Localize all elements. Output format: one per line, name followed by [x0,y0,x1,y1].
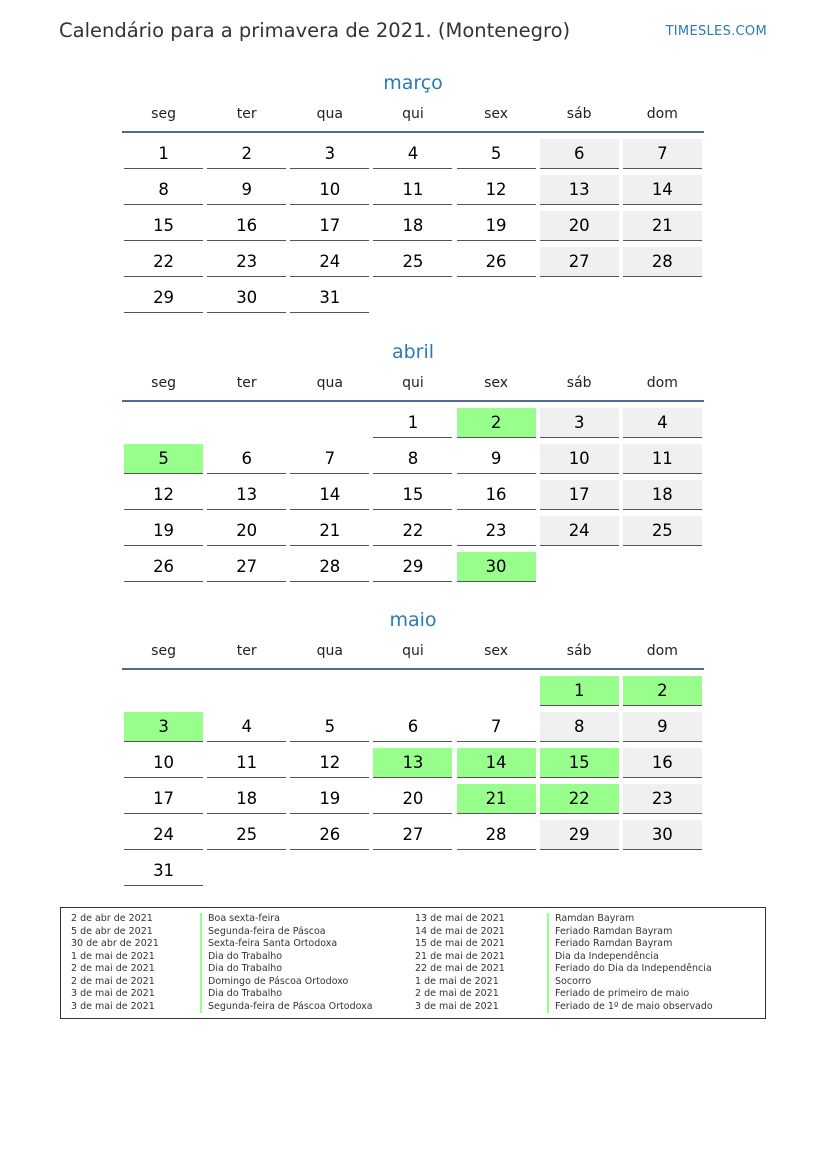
day-cell[interactable]: 4 [623,408,702,438]
weekday-label: qui [402,106,424,122]
week-row [122,712,704,748]
day-cell[interactable]: 11 [373,175,452,205]
weekday-label: qui [402,643,424,659]
empty-day-cell [290,408,369,438]
legend-date: 2 de mai de 2021 [415,988,499,999]
day-cell[interactable]: 18 [373,211,452,241]
day-cell[interactable]: 30 [207,283,286,313]
day-cell[interactable]: 12 [457,175,536,205]
weekday-label: sex [484,643,509,659]
empty-day-cell [457,856,536,886]
legend-date: 2 de abr de 2021 [71,913,153,924]
day-cell[interactable]: 11 [207,748,286,778]
day-cell[interactable]: 2 [207,139,286,169]
week-row [122,444,704,480]
month-calendar-april [122,338,704,588]
weekday-label: qua [316,643,343,659]
day-cell[interactable]: 26 [124,552,203,582]
weekday-label: dom [646,375,678,391]
day-cell[interactable]: 1 [373,408,452,438]
legend-left-names [200,913,373,1013]
legend-date: 3 de mai de 2021 [71,1000,155,1012]
day-cell[interactable]: 21 [623,211,702,241]
legend-right-names [547,913,713,1013]
month-calendar-may [122,606,704,892]
weekday-label: ter [236,106,257,122]
week-row [122,480,704,516]
weekday-label: sáb [566,106,592,122]
day-cell[interactable]: 3 [540,408,619,438]
holiday-day-cell[interactable]: 3 [124,712,203,742]
empty-day-cell [373,283,452,313]
legend-date: 22 de mai de 2021 [415,963,505,974]
weekday-label: dom [646,643,678,659]
weekday-label: sex [484,106,509,122]
weekday-header [122,97,704,131]
day-cell[interactable]: 13 [207,480,286,510]
legend-holiday-name: Feriado Ramdan Bayram [555,938,673,949]
header-divider [122,668,704,670]
day-cell[interactable]: 10 [124,748,203,778]
legend-holiday-name: Ramdan Bayram [555,913,635,924]
day-cell[interactable]: 22 [373,516,452,546]
day-cell[interactable]: 7 [623,139,702,169]
day-cell[interactable]: 27 [207,552,286,582]
day-cell[interactable]: 6 [540,139,619,169]
legend-date: 2 de mai de 2021 [71,975,155,987]
day-cell[interactable]: 22 [124,247,203,277]
legend-holiday-name: Sexta-feira Santa Ortodoxa [208,938,338,949]
holiday-day-cell[interactable]: 30 [457,552,536,582]
week-row [122,552,704,588]
legend-holiday-name: Feriado do Dia da Independência [555,963,712,974]
legend-holiday-name: Feriado Ramdan Bayram [555,925,673,937]
day-cell[interactable]: 24 [290,247,369,277]
day-cell[interactable]: 30 [623,820,702,850]
legend-holiday-name: Segunda-feira de Páscoa [208,925,326,937]
week-row [122,283,704,319]
holiday-day-cell[interactable]: 13 [373,748,452,778]
day-cell[interactable]: 8 [540,712,619,742]
empty-day-cell [207,408,286,438]
legend-date: 14 de mai de 2021 [415,925,505,937]
month-name: abril [391,341,435,363]
weekday-label: seg [151,375,176,391]
day-cell[interactable]: 11 [623,444,702,474]
day-cell[interactable]: 10 [290,175,369,205]
weekday-label: ter [236,643,257,659]
legend-holiday-name: Dia do Trabalho [208,963,283,974]
day-cell[interactable]: 23 [623,784,702,814]
day-cell[interactable]: 23 [207,247,286,277]
empty-day-cell [540,552,619,582]
holiday-day-cell[interactable]: 2 [623,676,702,706]
empty-day-cell [373,856,452,886]
day-cell[interactable]: 24 [124,820,203,850]
day-cell[interactable]: 7 [457,712,536,742]
legend-holiday-name: Feriado de primeiro de maio [555,988,690,999]
holiday-day-cell[interactable]: 14 [457,748,536,778]
month-name: maio [389,609,437,631]
empty-day-cell [623,552,702,582]
legend-date: 1 de mai de 2021 [415,975,499,987]
day-cell[interactable]: 20 [540,211,619,241]
month-calendar-march [122,69,704,319]
day-cell[interactable]: 12 [124,480,203,510]
day-cell[interactable]: 1 [124,139,203,169]
legend-date: 30 de abr de 2021 [71,938,159,949]
weekday-label: sex [484,375,509,391]
day-cell[interactable]: 17 [290,211,369,241]
week-row [122,748,704,784]
day-cell[interactable]: 4 [207,712,286,742]
day-cell[interactable]: 25 [623,516,702,546]
day-cell[interactable]: 12 [290,748,369,778]
day-cell[interactable]: 26 [457,247,536,277]
day-cell[interactable]: 27 [540,247,619,277]
empty-day-cell [540,283,619,313]
legend-date: 2 de mai de 2021 [71,963,155,974]
day-cell[interactable]: 16 [457,480,536,510]
holiday-day-cell[interactable]: 2 [457,408,536,438]
legend-holiday-name: Boa sexta-feira [208,913,280,924]
empty-day-cell [207,676,286,706]
day-cell[interactable]: 19 [457,211,536,241]
month-name: março [383,72,443,94]
weekday-label: sáb [566,375,592,391]
week-row [122,784,704,820]
legend-holiday-name: Dia da Independência [555,950,659,962]
holiday-legend [60,907,766,1019]
day-cell[interactable]: 16 [207,211,286,241]
legend-date: 3 de mai de 2021 [71,988,155,999]
legend-right-dates [415,913,505,1013]
legend-holiday-name: Domingo de Páscoa Ortodoxo [208,975,349,987]
weekday-label: ter [236,375,257,391]
day-cell[interactable]: 29 [373,552,452,582]
day-cell[interactable]: 28 [290,552,369,582]
day-cell[interactable]: 15 [124,211,203,241]
day-cell[interactable]: 5 [457,139,536,169]
day-cell[interactable]: 21 [290,516,369,546]
week-row [122,139,704,175]
week-row [122,175,704,211]
day-cell[interactable]: 31 [124,856,203,886]
day-cell[interactable]: 6 [373,712,452,742]
day-cell[interactable]: 18 [623,480,702,510]
day-cell[interactable]: 13 [540,175,619,205]
weekday-label: qua [316,106,343,122]
holiday-day-cell[interactable]: 22 [540,784,619,814]
day-cell[interactable]: 10 [540,444,619,474]
week-row [122,408,704,444]
day-cell[interactable]: 5 [290,712,369,742]
legend-holiday-name: Dia do Trabalho [208,988,283,999]
week-row [122,516,704,552]
day-cell[interactable]: 8 [373,444,452,474]
day-cell[interactable]: 9 [623,712,702,742]
legend-holiday-name: Feriado de 1º de maio observado [555,1000,713,1012]
week-row [122,247,704,283]
weekday-label: seg [151,106,176,122]
day-cell[interactable]: 6 [207,444,286,474]
empty-day-cell [124,408,203,438]
empty-day-cell [623,856,702,886]
day-cell[interactable]: 27 [373,820,452,850]
empty-day-cell [373,676,452,706]
legend-holiday-name: Segunda-feira de Páscoa Ortodoxa [208,1000,373,1012]
legend-date: 13 de mai de 2021 [415,913,505,924]
week-row [122,856,704,892]
day-cell[interactable]: 25 [373,247,452,277]
empty-day-cell [124,676,203,706]
day-cell[interactable]: 23 [457,516,536,546]
brand-logo[interactable]: TIMESLES.COM [665,24,767,39]
legend-date: 3 de mai de 2021 [415,1000,499,1012]
empty-day-cell [207,856,286,886]
day-cell[interactable]: 15 [373,480,452,510]
day-cell[interactable]: 17 [540,480,619,510]
day-cell[interactable]: 20 [373,784,452,814]
weekday-label: qui [402,375,424,391]
day-cell[interactable]: 31 [290,283,369,313]
day-cell[interactable]: 29 [124,283,203,313]
weekday-label: dom [646,106,678,122]
day-cell[interactable]: 25 [207,820,286,850]
day-cell[interactable]: 3 [290,139,369,169]
day-cell[interactable]: 16 [623,748,702,778]
weekday-label: sáb [566,643,592,659]
header-divider [122,131,704,133]
empty-day-cell [457,283,536,313]
day-cell[interactable]: 29 [540,820,619,850]
empty-day-cell [457,676,536,706]
page-title: Calendário para a primavera de 2021. (Montenegro) [59,19,571,42]
day-cell[interactable]: 7 [290,444,369,474]
holiday-day-cell[interactable]: 21 [457,784,536,814]
legend-date: 15 de mai de 2021 [415,938,505,949]
weekday-label: seg [151,643,176,659]
week-row [122,820,704,856]
day-cell[interactable]: 24 [540,516,619,546]
holiday-day-cell[interactable]: 1 [540,676,619,706]
legend-date: 5 de abr de 2021 [71,925,153,937]
week-row [122,676,704,712]
day-cell[interactable]: 19 [124,516,203,546]
weekday-label: qua [316,375,343,391]
legend-holiday-name: Dia do Trabalho [208,950,283,962]
empty-day-cell [540,856,619,886]
week-row [122,211,704,247]
holiday-day-cell[interactable]: 5 [124,444,203,474]
weekday-header [122,366,704,400]
empty-day-cell [623,283,702,313]
day-cell[interactable]: 14 [290,480,369,510]
day-cell[interactable]: 18 [207,784,286,814]
day-cell[interactable]: 20 [207,516,286,546]
day-cell[interactable]: 9 [457,444,536,474]
header-divider [122,400,704,402]
day-cell[interactable]: 28 [457,820,536,850]
holiday-day-cell[interactable]: 15 [540,748,619,778]
day-cell[interactable]: 14 [623,175,702,205]
day-cell[interactable]: 9 [207,175,286,205]
day-cell[interactable]: 8 [124,175,203,205]
legend-date: 21 de mai de 2021 [415,950,505,962]
legend-holiday-name: Socorro [555,975,592,987]
empty-day-cell [290,676,369,706]
legend-date: 1 de mai de 2021 [71,950,155,962]
day-cell[interactable]: 4 [373,139,452,169]
weekday-header [122,634,704,668]
day-cell[interactable]: 26 [290,820,369,850]
legend-left-dates [71,913,159,1013]
day-cell[interactable]: 28 [623,247,702,277]
day-cell[interactable]: 17 [124,784,203,814]
day-cell[interactable]: 19 [290,784,369,814]
empty-day-cell [290,856,369,886]
